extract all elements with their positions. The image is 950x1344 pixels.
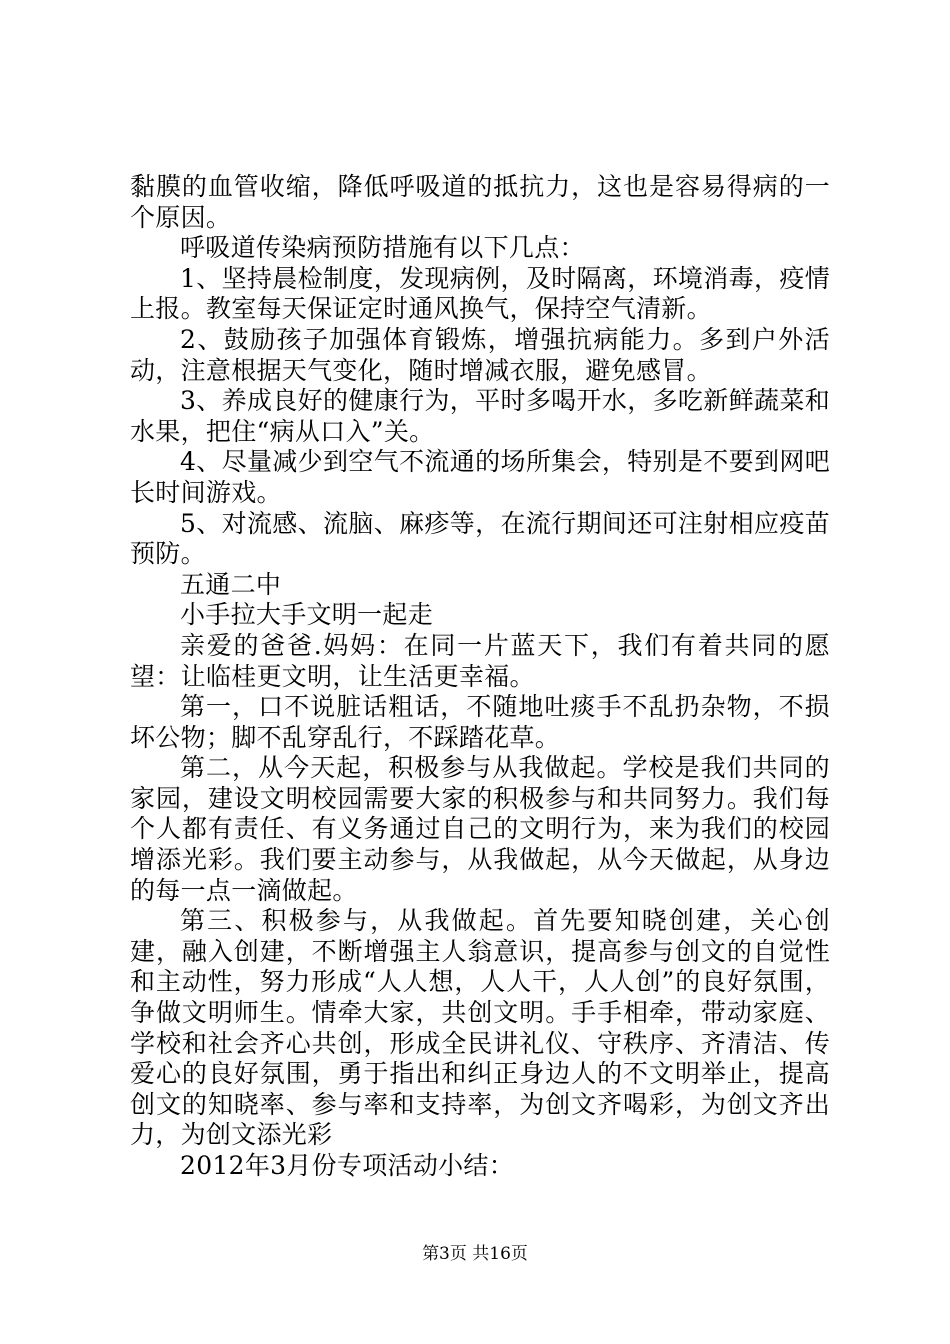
paragraph-10: 亲爱的爸爸.妈妈：在同一片蓝天下，我们有着共同的愿望：让临桂更文明，让生活更幸福。 (130, 630, 830, 691)
paragraph-8: 五通二中 (180, 569, 282, 599)
paragraph-4: 2、鼓励孩子加强体育锻炼，增强抗病能力。多到户外活动，注意根据天气变化，随时增减衣服，避免感冒。 (130, 324, 830, 385)
paragraph-2: 呼吸道传染病预防措施有以下几点： (180, 233, 585, 263)
paragraph-1: 黏膜的血管收缩，降低呼吸道的抵抗力，这也是容易得病的一个原因。 (130, 172, 830, 232)
paragraph-9: 小手拉大手文明一起走 (180, 600, 434, 630)
paragraph-5: 3、养成良好的健康行为，平时多喝开水，多吃新鲜蔬菜和水果，把住“病从口入”关。 (130, 386, 830, 446)
paragraph-7: 5、对流感、流脑、麻疹等，在流行期间还可注射相应疫苗预防。 (130, 508, 830, 569)
document-body (130, 172, 830, 1182)
paragraph-13: 第三、积极参与，从我做起。首先要知晓创建，关心创建，融入创建，不断增强主人翁意识，提高参与创文的自觉性和主动性，努力形成“人人想，人人干，人人创”的良好氛围，争做文明师生。情牵大家，共创文明。手手相牵，带动家庭、学校和社会齐心共创，形成全民讲礼仪、守秩序、齐清洁、传爱心的良好氛围，勇于指出和纠正身边人的不文明举止，提高创文的知晓率、参与率和支持率，为创文齐喝彩，为创文齐出力，为创文添光彩 (130, 906, 830, 1150)
paragraph-3: 1、坚持晨检制度，发现病例，及时隔离，环境消毒，疫情上报。教室每天保证定时通风换气，保持空气清新。 (130, 263, 830, 324)
paragraph-14: 2012年3月份专项活动小结： (180, 1151, 515, 1180)
page-number-footer: 第3页 共16页 (422, 1244, 528, 1264)
paragraph-12: 第二，从今天起，积极参与从我做起。学校是我们共同的家园，建设文明校园需要大家的积极参与和共同努力。我们每个人都有责任、有义务通过自己的文明行为，来为我们的校园增添光彩。我们要主动参与，从我做起，从今天做起，从身边的每一点一滴做起。 (130, 753, 830, 905)
paragraph-11: 第一，口不说脏话粗话，不随地吐痰手不乱扔杂物，不损坏公物；脚不乱穿乱行，不踩踏花草。 (130, 692, 830, 752)
paragraph-6: 4、尽量减少到空气不流通的场所集会，特别是不要到网吧长时间游戏。 (130, 447, 830, 507)
